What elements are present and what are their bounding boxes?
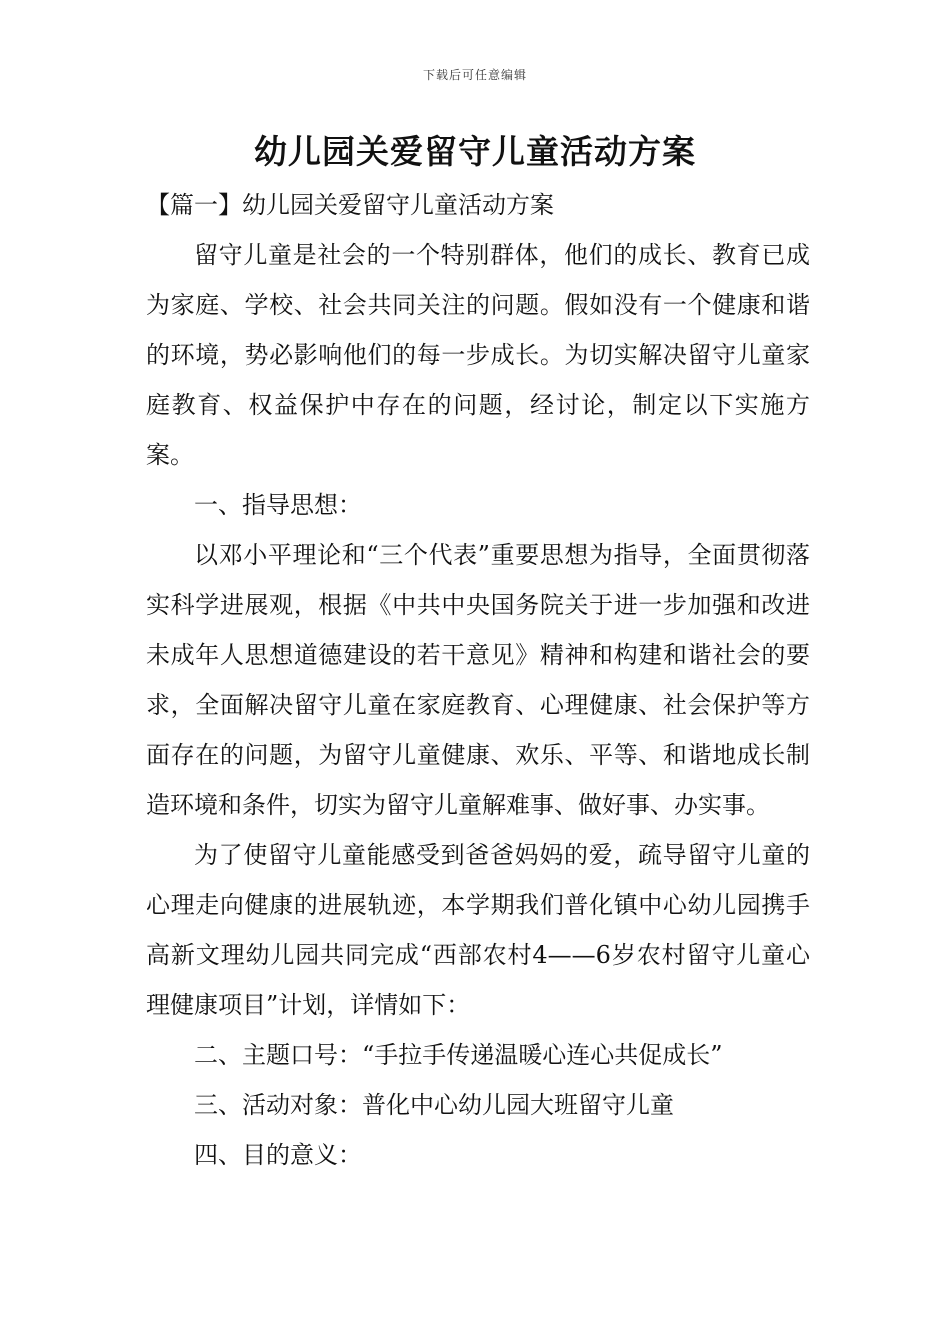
section-label: 【篇一】幼儿园关爱留守儿童活动方案 [146,191,554,219]
paragraph-guiding-ideology: 以邓小平理论和“三个代表”重要思想为指导，全面贯彻落实科学进展观，根据《中共中央国务院关于进一步加强和改进未成年人思想道德建设的若干意见》精神和构建和谐社会的要求，全面解决留守儿童在家庭教育、心理健康、社会保护等方面存在的问题，为留守儿童健康、欢乐、平等、和谐地成长制造环境和条件，切实为留守儿童解难事、做好事、办实事。 [146,541,810,819]
paragraph-intro: 留守儿童是社会的一个特别群体，他们的成长、教育已成为家庭、学校、社会共同关注的问题。假如没有一个健康和谐的环境，势必影响他们的每一步成长。为切实解决留守儿童家庭教育、权益保护中存在的问题，经讨论，制定以下实施方案。 [146,241,810,469]
heading-activity-target: 三、活动对象：普化中心幼儿园大班留守儿童 [194,1091,674,1119]
heading-purpose: 四、目的意义： [194,1141,362,1169]
heading-guiding-ideology: 一、指导思想： [194,491,362,519]
document-body [146,180,810,1180]
header-note: 下载后可任意编辑 [422,68,527,82]
heading-theme-slogan: 二、主题口号：“手拉手传递温暖心连心共促成长” [194,1041,723,1069]
paragraph-project-plan: 为了使留守儿童能感受到爸爸妈妈的爱，疏导留守儿童的心理走向健康的进展轨迹，本学期我们普化镇中心幼儿园携手高新文理幼儿园共同完成“西部农村4——6岁农村留守儿童心理健康项目”计划，详情如下： [146,841,810,1019]
document-title: 幼儿园关爱留守儿童活动方案 [254,132,696,171]
